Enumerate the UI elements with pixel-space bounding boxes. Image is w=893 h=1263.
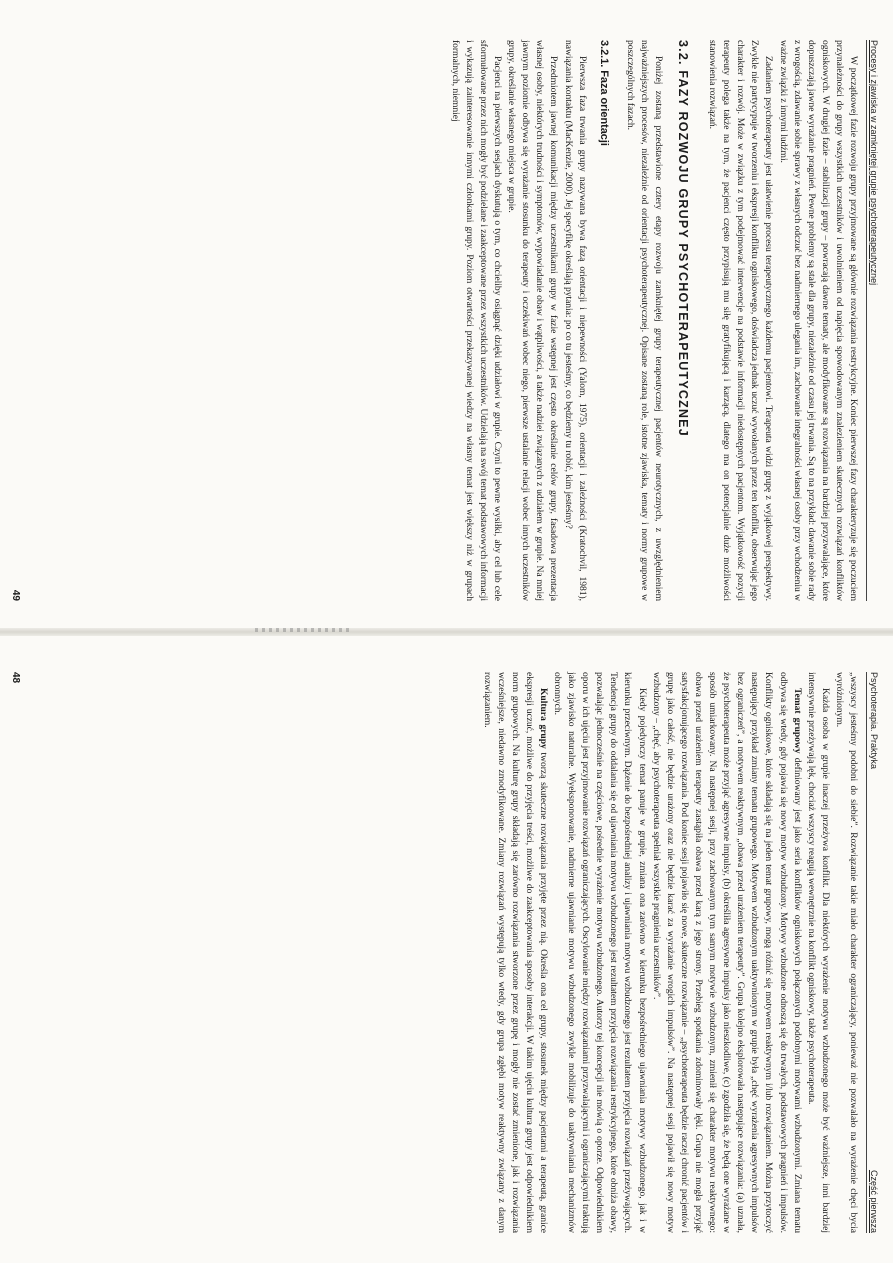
paragraph-text: tworzą skuteczne rozwiązania przyjęte przez nią. Określa ona cel grupy, stosunek między pacjentami a terapeutą, granice ekspresji uczuć, możliwe do przyjęcia treści, możliwe do zaakceptowania sposoby interakcji. W takim ujęciu kultura grupy jest odpowiednikiem norm grupowych. Na kulturę grupy składają się zarówno rozwiązania stworzone przez grupę i mogły nie zostać zmienione, jak i rozwiązania wcześniejsze, niedawno zmodyfikowane. Zmiany rozwiązań występują tylko wtedy, gdy grupa zgłębi motyw reaktywny związany z danym rozwiązaniem.	[481, 672, 549, 1233]
running-head	[866, 40, 879, 601]
running-head-right: Część pierwsza	[869, 1169, 879, 1233]
paragraph: Zadaniem psychoterapeuty jest ułatwienie procesu terapeutycznego każdemu pacjentowi. Terapeuta widzi grupę z wyjątkowej perspektywy. Zwykle nie partycypuje w tworzeniu i ekspresji konfliktu ogniskowego, doświadcza jednak uczuć wywołanych przez ten konflikt, obserwując jego charakter i rozwój. Może w związku z tym podejmować interwencje na podstawie informacji niedostępnych pacjentom. Wyjątkowość pozycji terapeuty polega także na tym, że pacjenci często przypisują mu siłę gratyfikującą i karzącą, dlatego ma on potencjalnie duże możliwości stanowienia rozwiązań.	[707, 40, 775, 601]
paragraph: Każda osoba w grupie inaczej przeżywa konflikt. Dla niektórych wyrażenie motywu wzbudzonego może być ważniejsze, inni bardziej intensywnie przeżywają lęk, chociaż wszyscy reagują wewnętrznie na konflikt ogniskowy, także psychoterapeuta.	[805, 672, 831, 1233]
paragraph: „wszyscy jesteśmy podobni do siebie”. Rozwiązanie takie miało charakter ograniczający, ponieważ nie pozwalało na wyrażenie chęci bycia wyróżnionym.	[833, 672, 859, 1233]
paragraph	[479, 672, 549, 1233]
term-bold: Kultura grupy	[537, 688, 549, 749]
term-bold: Temat grupowy	[791, 688, 803, 754]
page-number: 48	[10, 672, 21, 684]
paragraph: W początkowej fazie rozwoju grupy przyjmowane są głównie rozwiązania restrykcyjne. Koniec pierwszej fazy charakteryzuje się poczuciem przynależności do grupy wszystkich uczestników i uwolnieniem od napięcia spowodowanym znalezieniem skutecznych rozwiązań konfliktów ogniskowych. W drugiej fazie – stabilizacji grupy – powracają dawne tematy, ale modyfikowane są rozwiązania na bardziej przyzwalające, które dopuszczają jawne wyrażanie pragnień. Pewne problemy są stale dla grupy, niezależnie od czasu jej trwania. Są to na przykład: dawanie sobie rady z wrogością, zdawanie sobie sprawy z własnych odczuć bez nadmiernego ulegania im, zachowanie integralności własnej osoby przy wchodzeniu w ważne związki z innymi ludźmi.	[777, 40, 859, 601]
paragraph	[649, 672, 804, 1233]
paragraph: Poniżej zostaną przedstawione cztery etapy rozwoju zamkniętej grupy terapeutycznej pacjentów neurotycznych, z uwzględnieniem najważniejszych procesów, niezależnie od orientacji psychoterapeutycznej. Opisane zostaną role, istotne zjawiska, tematy i normy grupowe w poszczególnych fazach.	[624, 40, 664, 601]
paragraph-text: definiowany jest jako seria konfliktów ogniskowych połączonych podobnymi motywami wzbudzonymi. Zmiana tematu odbywa się wtedy, gdy pojawia się nowy motyw wzbudzony. Motywy wzbudzone odnoszą się do trwałych, podstawowych pragnień i impulsów. Konflikty ogniskowe, które składają się na jeden temat grupowy, mogą różnić się motywem reaktywnym i/lub rozwiązaniem. Można przytoczyć następujący przykład zmiany tematu grupowego. Motywem wzbudzonym uaktywnionym w grupie była „chęć wyrażenia agresywnych impulsów bez ograniczeń”, a motywem reaktywnym „obawa przed urażeniem terapeuty”. Grupa kolejno eksplorowała następujące rozwiązania: (a) uznała, że psychoterapeuta może przyjąć agresywne impulsy, (b) określiła agresywne impulsy jako nieszkodliwe, (c) zgodziła się, że będą one wyrażane w sposób umiarkowany. Na następnej sesji, przy zachowanym tym samym motywie wzbudzonym, zmienił się charakter motywu reaktywnego: obawa przed urażeniem terapeuty zastąpiła obawa przed karą z jego strony. Przebieg spotkania zdominowały lęki. Grupa nie mogła przyjąć satysfakcjonującego rozwiązania. Pod koniec sesji pojawiło się nowe, skuteczne rozwiązanie – „psychoterapeuta będzie raczej chronić pacjentów i grupę jako całość, nie będzie urażony oraz nie będzie karać za wyrażanie wrogich impulsów”. Na następnej sesji pojawił się nowy motyw wzbudzony – „chęć, aby psychoterapeuta spełniał wszystkie pragnienia uczestników”.	[650, 672, 803, 1233]
running-head-title: Procesy i zjawiska w zamkniętej grupie psychoterapeutycznej	[869, 40, 879, 286]
paragraph: Kiedy pojedynczy temat panuje w grupie, zmiana ona zarówno w kierunku bezpośredniego ujawniania motywy wzbudzonego, jak i w kierunku przeciwnym. Dążenie do bezpośredniej analizy i ujawniania motywu wzbudzonego jest rezultatem przyjęcia rozwiązań przeżywających. Tendencja grupy do oddalania się od ujawniania motywu wzbudzonego jest rezultatem przyjęcia rozwiązania restrykcyjnego, które obniża obawy, pozwalając jednocześnie na częściowe, pośrednie wyrażenie motywu wzbudzonego. Autorzy tej koncepcji nie mówią o oporze. Odpowiednikiem oporu w ich ujęciu jest przyjmowanie rozwiązań ograniczających. Oscylowanie między rozwiązaniami przyzwalającymi i ograniczającymi traktują jako zjawisko naturalne. Wyeksponowanie, nadmierne ujawnianie motywu wzbudzonego zwykle mobilizuje do uaktywniania mechanizmów obronnych.	[552, 672, 648, 1233]
paragraph: Pacjenci na pierwszych sesjach dyskutują o tym, co chcieliby osiągnąć dzięki udziałowi w grupie. Czyni to pewne wysiłki, aby cel lub cele sformułowane przez nich mogły być podzielane i zaakceptowane przez wszystkich uczestników. Udzielają na swój temat podstawowych informacji i wykazują zainteresowanie innymi członkami grupy. Poziom otwartości przekazywanej wiedzy na własny temat jest większy niż w grupach formalnych, niemniej	[449, 40, 504, 601]
page-body	[448, 40, 860, 601]
page-49-region	[0, 0, 893, 631]
page-48-region	[0, 632, 893, 1263]
page-body	[479, 672, 860, 1233]
running-head-left: Psychoterapia. Praktyka	[869, 672, 879, 770]
page-number: 49	[10, 589, 21, 601]
section-heading: 3.2. FAZY ROZWOJU GRUPY PSYCHOTERAPEUTYCZNEJ	[675, 40, 690, 437]
page-48	[0, 632, 893, 1263]
running-head	[866, 672, 879, 1233]
paragraph: Przedmiotem jawnej komunikacji między uczestnikami grupy w fazie wstępnej jest często określanie celów grupy, fasadowa prezentacja własnej osoby, niektórych trudności i symptomów, wypowiadanie obaw i wątpliwości, a także nadziei związanych z udziałem w grupie. Na mniej jawnym poziomie odbywa się wyrażanie stosunku do terapeuty i oczekiwań wobec niego, pierwsze ustalanie relacji wobec innych uczestników grupy, określanie własnego miejsca w grupie.	[506, 40, 560, 601]
page-49	[0, 0, 893, 631]
paragraph: Pierwsza faza trwania grupy nazywana bywa fazą orientacji i niepewności (Yalom, 1975), orientacji i zależności (Kratochvil, 1981), nawiązania kontaktu (MacKenzie, 2000). Jej specyfikę określają pytania: po co tu jesteśmy, co będziemy tu robić, kim jesteśmy?	[562, 40, 588, 601]
subsection-heading: 3.2.1. Faza orientacji	[597, 40, 610, 146]
